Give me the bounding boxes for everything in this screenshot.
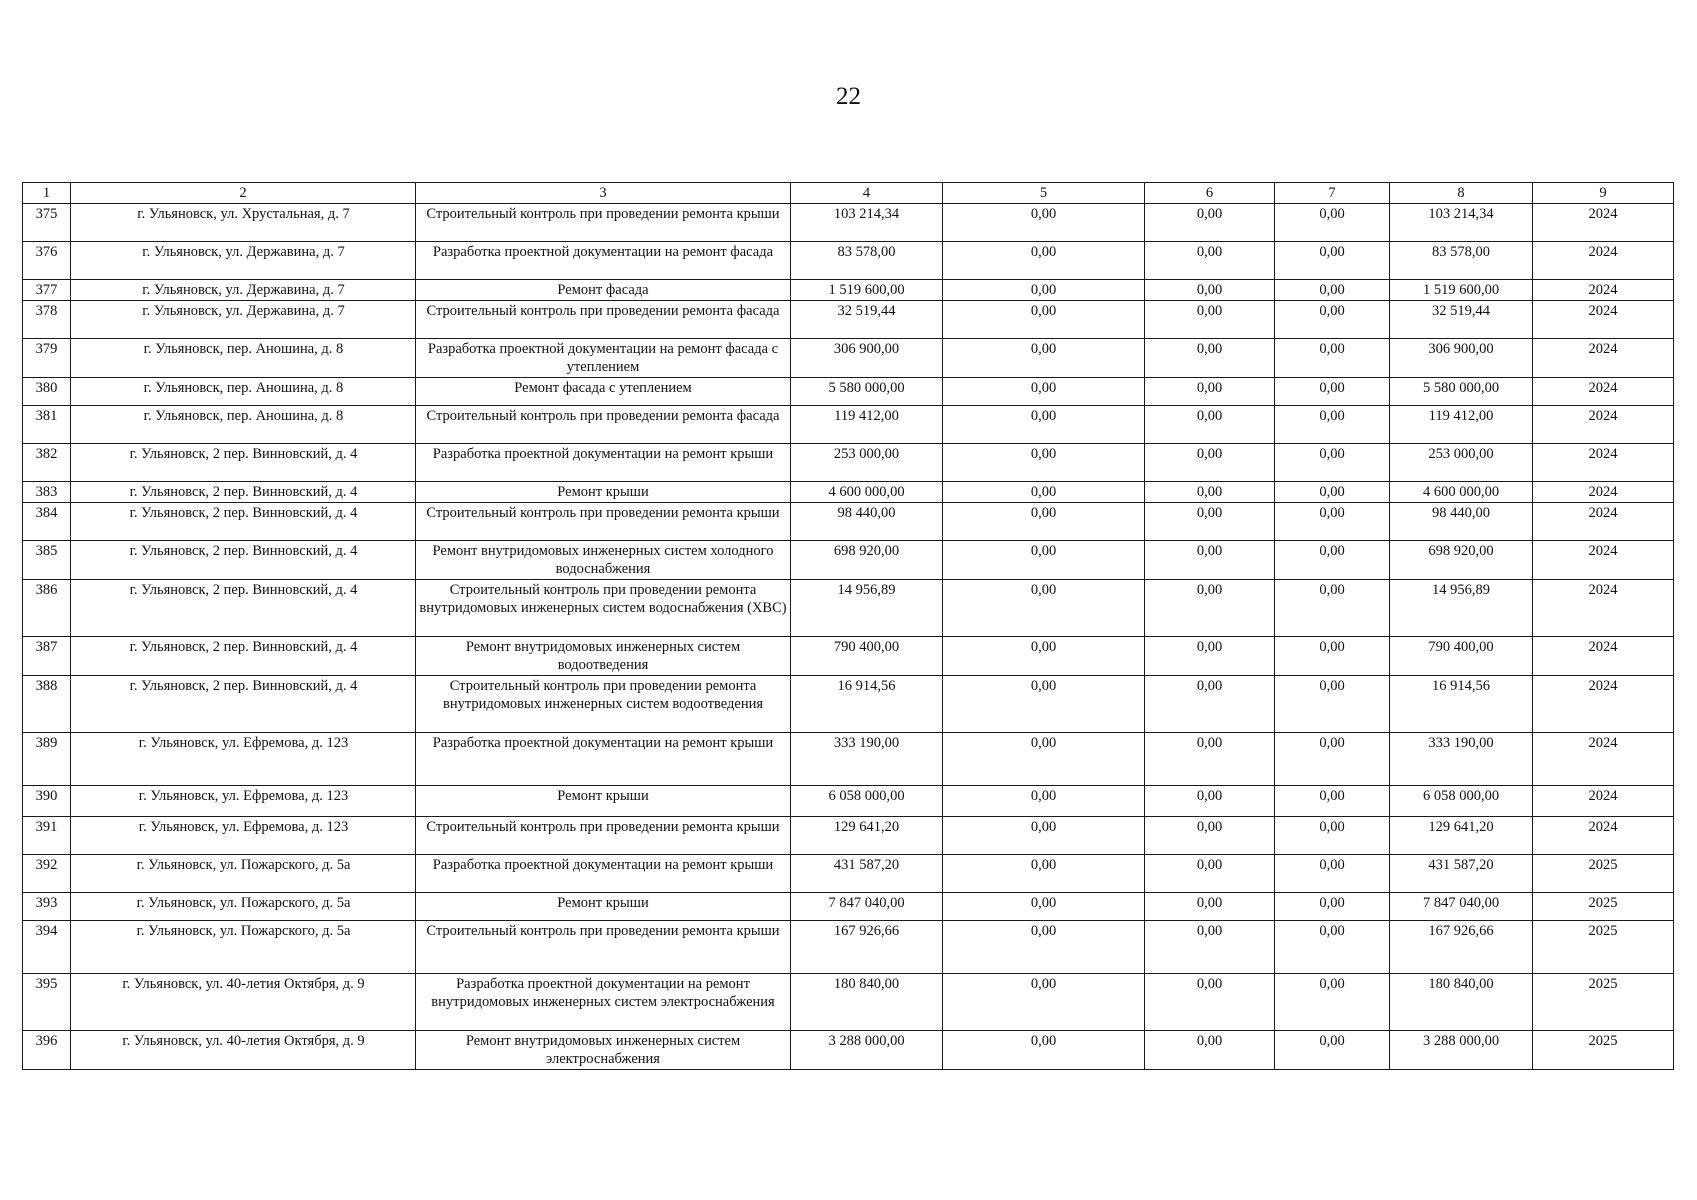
table-row xyxy=(23,482,1674,503)
col8-cell: 253 000,00 xyxy=(1390,444,1533,482)
col7-cell: 0,00 xyxy=(1275,893,1390,921)
col8-cell: 16 914,56 xyxy=(1390,676,1533,733)
year-cell: 2024 xyxy=(1533,733,1674,786)
year-cell: 2024 xyxy=(1533,503,1674,541)
col6-cell: 0,00 xyxy=(1145,482,1275,503)
col5-cell: 0,00 xyxy=(943,817,1145,855)
total-cost-cell: 32 519,44 xyxy=(791,301,943,339)
total-cost-cell: 103 214,34 xyxy=(791,204,943,242)
col6-cell: 0,00 xyxy=(1145,974,1275,1031)
col7-cell: 0,00 xyxy=(1275,378,1390,406)
address-cell: г. Ульяновск, 2 пер. Винновский, д. 4 xyxy=(71,580,416,637)
total-cost-cell: 1 519 600,00 xyxy=(791,280,943,301)
total-cost-cell: 98 440,00 xyxy=(791,503,943,541)
col8-cell: 180 840,00 xyxy=(1390,974,1533,1031)
col8-cell: 32 519,44 xyxy=(1390,301,1533,339)
table-row xyxy=(23,541,1674,580)
header-cell: 5 xyxy=(943,183,1145,204)
col7-cell: 0,00 xyxy=(1275,733,1390,786)
table-row xyxy=(23,378,1674,406)
row-number: 388 xyxy=(23,676,71,733)
col5-cell: 0,00 xyxy=(943,786,1145,817)
year-cell: 2024 xyxy=(1533,406,1674,444)
work-type-cell: Ремонт фасада с утеплением xyxy=(416,378,791,406)
col7-cell: 0,00 xyxy=(1275,482,1390,503)
total-cost-cell: 306 900,00 xyxy=(791,339,943,378)
header-cell: 3 xyxy=(416,183,791,204)
col7-cell: 0,00 xyxy=(1275,301,1390,339)
table-row xyxy=(23,786,1674,817)
col7-cell: 0,00 xyxy=(1275,974,1390,1031)
col7-cell: 0,00 xyxy=(1275,503,1390,541)
year-cell: 2024 xyxy=(1533,301,1674,339)
table-row xyxy=(23,974,1674,1031)
table-row xyxy=(23,733,1674,786)
address-cell: г. Ульяновск, пер. Аношина, д. 8 xyxy=(71,339,416,378)
year-cell: 2025 xyxy=(1533,921,1674,974)
work-type-cell: Строительный контроль при проведении ремонта крыши xyxy=(416,204,791,242)
col5-cell: 0,00 xyxy=(943,204,1145,242)
table-row xyxy=(23,1031,1674,1070)
table-row xyxy=(23,444,1674,482)
total-cost-cell: 698 920,00 xyxy=(791,541,943,580)
col7-cell: 0,00 xyxy=(1275,204,1390,242)
work-type-cell: Разработка проектной документации на ремонт крыши xyxy=(416,444,791,482)
work-type-cell: Разработка проектной документации на ремонт фасада с утеплением xyxy=(416,339,791,378)
year-cell: 2025 xyxy=(1533,893,1674,921)
year-cell: 2024 xyxy=(1533,204,1674,242)
col6-cell: 0,00 xyxy=(1145,301,1275,339)
col5-cell: 0,00 xyxy=(943,637,1145,676)
row-number: 391 xyxy=(23,817,71,855)
year-cell: 2024 xyxy=(1533,482,1674,503)
work-type-cell: Ремонт фасада xyxy=(416,280,791,301)
row-number: 376 xyxy=(23,242,71,280)
header-cell: 2 xyxy=(71,183,416,204)
header-row xyxy=(23,183,1674,204)
year-cell: 2025 xyxy=(1533,855,1674,893)
address-cell: г. Ульяновск, пер. Аношина, д. 8 xyxy=(71,378,416,406)
total-cost-cell: 790 400,00 xyxy=(791,637,943,676)
col6-cell: 0,00 xyxy=(1145,242,1275,280)
row-number: 384 xyxy=(23,503,71,541)
address-cell: г. Ульяновск, ул. Ефремова, д. 123 xyxy=(71,733,416,786)
year-cell: 2024 xyxy=(1533,786,1674,817)
col7-cell: 0,00 xyxy=(1275,580,1390,637)
table-body xyxy=(23,204,1674,1070)
col7-cell: 0,00 xyxy=(1275,242,1390,280)
address-cell: г. Ульяновск, ул. Державина, д. 7 xyxy=(71,280,416,301)
year-cell: 2024 xyxy=(1533,339,1674,378)
address-cell: г. Ульяновск, ул. 40-летия Октября, д. 9 xyxy=(71,974,416,1031)
address-cell: г. Ульяновск, 2 пер. Винновский, д. 4 xyxy=(71,637,416,676)
year-cell: 2025 xyxy=(1533,974,1674,1031)
col6-cell: 0,00 xyxy=(1145,339,1275,378)
col7-cell: 0,00 xyxy=(1275,921,1390,974)
address-cell: г. Ульяновск, пер. Аношина, д. 8 xyxy=(71,406,416,444)
col8-cell: 119 412,00 xyxy=(1390,406,1533,444)
address-cell: г. Ульяновск, ул. Ефремова, д. 123 xyxy=(71,817,416,855)
year-cell: 2024 xyxy=(1533,637,1674,676)
work-type-cell: Строительный контроль при проведении ремонта фасада xyxy=(416,406,791,444)
row-number: 387 xyxy=(23,637,71,676)
row-number: 382 xyxy=(23,444,71,482)
col8-cell: 431 587,20 xyxy=(1390,855,1533,893)
col6-cell: 0,00 xyxy=(1145,444,1275,482)
col5-cell: 0,00 xyxy=(943,503,1145,541)
col8-cell: 5 580 000,00 xyxy=(1390,378,1533,406)
table-row xyxy=(23,817,1674,855)
year-cell: 2024 xyxy=(1533,444,1674,482)
col6-cell: 0,00 xyxy=(1145,855,1275,893)
work-type-cell: Разработка проектной документации на ремонт фасада xyxy=(416,242,791,280)
table-row xyxy=(23,339,1674,378)
table-row xyxy=(23,406,1674,444)
col6-cell: 0,00 xyxy=(1145,378,1275,406)
work-type-cell: Ремонт крыши xyxy=(416,482,791,503)
col7-cell: 0,00 xyxy=(1275,406,1390,444)
col8-cell: 333 190,00 xyxy=(1390,733,1533,786)
total-cost-cell: 253 000,00 xyxy=(791,444,943,482)
address-cell: г. Ульяновск, 2 пер. Винновский, д. 4 xyxy=(71,541,416,580)
row-number: 385 xyxy=(23,541,71,580)
work-type-cell: Ремонт внутридомовых инженерных систем холодного водоснабжения xyxy=(416,541,791,580)
header-cell: 8 xyxy=(1390,183,1533,204)
col7-cell: 0,00 xyxy=(1275,676,1390,733)
col8-cell: 129 641,20 xyxy=(1390,817,1533,855)
address-cell: г. Ульяновск, ул. Пожарского, д. 5а xyxy=(71,855,416,893)
col5-cell: 0,00 xyxy=(943,301,1145,339)
address-cell: г. Ульяновск, ул. Державина, д. 7 xyxy=(71,242,416,280)
header-cell: 4 xyxy=(791,183,943,204)
table-row xyxy=(23,280,1674,301)
year-cell: 2024 xyxy=(1533,280,1674,301)
col8-cell: 790 400,00 xyxy=(1390,637,1533,676)
col8-cell: 3 288 000,00 xyxy=(1390,1031,1533,1070)
total-cost-cell: 7 847 040,00 xyxy=(791,893,943,921)
col7-cell: 0,00 xyxy=(1275,817,1390,855)
col8-cell: 167 926,66 xyxy=(1390,921,1533,974)
col8-cell: 98 440,00 xyxy=(1390,503,1533,541)
row-number: 381 xyxy=(23,406,71,444)
year-cell: 2024 xyxy=(1533,580,1674,637)
col5-cell: 0,00 xyxy=(943,482,1145,503)
table-row xyxy=(23,676,1674,733)
col6-cell: 0,00 xyxy=(1145,1031,1275,1070)
col6-cell: 0,00 xyxy=(1145,580,1275,637)
row-number: 392 xyxy=(23,855,71,893)
year-cell: 2024 xyxy=(1533,242,1674,280)
work-type-cell: Ремонт внутридомовых инженерных систем электроснабжения xyxy=(416,1031,791,1070)
total-cost-cell: 3 288 000,00 xyxy=(791,1031,943,1070)
col8-cell: 306 900,00 xyxy=(1390,339,1533,378)
col5-cell: 0,00 xyxy=(943,280,1145,301)
col8-cell: 698 920,00 xyxy=(1390,541,1533,580)
address-cell: г. Ульяновск, 2 пер. Винновский, д. 4 xyxy=(71,676,416,733)
col8-cell: 14 956,89 xyxy=(1390,580,1533,637)
row-number: 389 xyxy=(23,733,71,786)
address-cell: г. Ульяновск, ул. 40-летия Октября, д. 9 xyxy=(71,1031,416,1070)
row-number: 378 xyxy=(23,301,71,339)
work-type-cell: Ремонт крыши xyxy=(416,893,791,921)
total-cost-cell: 119 412,00 xyxy=(791,406,943,444)
total-cost-cell: 431 587,20 xyxy=(791,855,943,893)
table-row xyxy=(23,921,1674,974)
year-cell: 2024 xyxy=(1533,817,1674,855)
col5-cell: 0,00 xyxy=(943,580,1145,637)
col7-cell: 0,00 xyxy=(1275,637,1390,676)
row-number: 380 xyxy=(23,378,71,406)
col6-cell: 0,00 xyxy=(1145,786,1275,817)
work-type-cell: Разработка проектной документации на ремонт крыши xyxy=(416,855,791,893)
table-row xyxy=(23,204,1674,242)
col5-cell: 0,00 xyxy=(943,855,1145,893)
col5-cell: 0,00 xyxy=(943,1031,1145,1070)
col5-cell: 0,00 xyxy=(943,242,1145,280)
address-cell: г. Ульяновск, ул. Державина, д. 7 xyxy=(71,301,416,339)
table-row xyxy=(23,893,1674,921)
col5-cell: 0,00 xyxy=(943,444,1145,482)
work-type-cell: Строительный контроль при проведении ремонта крыши xyxy=(416,817,791,855)
col6-cell: 0,00 xyxy=(1145,921,1275,974)
col5-cell: 0,00 xyxy=(943,893,1145,921)
total-cost-cell: 5 580 000,00 xyxy=(791,378,943,406)
year-cell: 2025 xyxy=(1533,1031,1674,1070)
total-cost-cell: 6 058 000,00 xyxy=(791,786,943,817)
col6-cell: 0,00 xyxy=(1145,893,1275,921)
col5-cell: 0,00 xyxy=(943,541,1145,580)
row-number: 396 xyxy=(23,1031,71,1070)
col8-cell: 6 058 000,00 xyxy=(1390,786,1533,817)
header-cell: 1 xyxy=(23,183,71,204)
col7-cell: 0,00 xyxy=(1275,339,1390,378)
col8-cell: 7 847 040,00 xyxy=(1390,893,1533,921)
row-number: 393 xyxy=(23,893,71,921)
col5-cell: 0,00 xyxy=(943,378,1145,406)
table-row xyxy=(23,637,1674,676)
row-number: 394 xyxy=(23,921,71,974)
row-number: 383 xyxy=(23,482,71,503)
work-type-cell: Ремонт внутридомовых инженерных систем водоотведения xyxy=(416,637,791,676)
work-type-cell: Разработка проектной документации на ремонт крыши xyxy=(416,733,791,786)
col7-cell: 0,00 xyxy=(1275,444,1390,482)
total-cost-cell: 83 578,00 xyxy=(791,242,943,280)
col5-cell: 0,00 xyxy=(943,733,1145,786)
col8-cell: 103 214,34 xyxy=(1390,204,1533,242)
work-type-cell: Ремонт крыши xyxy=(416,786,791,817)
col6-cell: 0,00 xyxy=(1145,204,1275,242)
col6-cell: 0,00 xyxy=(1145,406,1275,444)
table-row xyxy=(23,503,1674,541)
header-cell: 6 xyxy=(1145,183,1275,204)
work-type-cell: Строительный контроль при проведении ремонта фасада xyxy=(416,301,791,339)
page-number: 22 xyxy=(836,83,861,110)
row-number: 375 xyxy=(23,204,71,242)
col7-cell: 0,00 xyxy=(1275,1031,1390,1070)
address-cell: г. Ульяновск, 2 пер. Винновский, д. 4 xyxy=(71,444,416,482)
year-cell: 2024 xyxy=(1533,378,1674,406)
total-cost-cell: 129 641,20 xyxy=(791,817,943,855)
address-cell: г. Ульяновск, ул. Ефремова, д. 123 xyxy=(71,786,416,817)
col6-cell: 0,00 xyxy=(1145,817,1275,855)
col6-cell: 0,00 xyxy=(1145,733,1275,786)
address-cell: г. Ульяновск, ул. Хрустальная, д. 7 xyxy=(71,204,416,242)
work-type-cell: Строительный контроль при проведении ремонта крыши xyxy=(416,921,791,974)
work-type-cell: Разработка проектной документации на ремонт внутридомовых инженерных систем электроснабжения xyxy=(416,974,791,1031)
col7-cell: 0,00 xyxy=(1275,541,1390,580)
address-cell: г. Ульяновск, 2 пер. Винновский, д. 4 xyxy=(71,482,416,503)
address-cell: г. Ульяновск, 2 пер. Винновский, д. 4 xyxy=(71,503,416,541)
col7-cell: 0,00 xyxy=(1275,855,1390,893)
works-table xyxy=(22,182,1674,1070)
total-cost-cell: 14 956,89 xyxy=(791,580,943,637)
row-number: 390 xyxy=(23,786,71,817)
col6-cell: 0,00 xyxy=(1145,541,1275,580)
col8-cell: 83 578,00 xyxy=(1390,242,1533,280)
col5-cell: 0,00 xyxy=(943,676,1145,733)
total-cost-cell: 16 914,56 xyxy=(791,676,943,733)
work-type-cell: Строительный контроль при проведении ремонта крыши xyxy=(416,503,791,541)
work-type-cell: Строительный контроль при проведении ремонта внутридомовых инженерных систем водоснабжения (ХВС) xyxy=(416,580,791,637)
table-row xyxy=(23,242,1674,280)
col5-cell: 0,00 xyxy=(943,339,1145,378)
row-number: 377 xyxy=(23,280,71,301)
col6-cell: 0,00 xyxy=(1145,280,1275,301)
col6-cell: 0,00 xyxy=(1145,503,1275,541)
table-row xyxy=(23,855,1674,893)
col7-cell: 0,00 xyxy=(1275,280,1390,301)
total-cost-cell: 4 600 000,00 xyxy=(791,482,943,503)
address-cell: г. Ульяновск, ул. Пожарского, д. 5а xyxy=(71,921,416,974)
work-type-cell: Строительный контроль при проведении ремонта внутридомовых инженерных систем водоотведения xyxy=(416,676,791,733)
row-number: 379 xyxy=(23,339,71,378)
total-cost-cell: 333 190,00 xyxy=(791,733,943,786)
table-row xyxy=(23,301,1674,339)
year-cell: 2024 xyxy=(1533,676,1674,733)
total-cost-cell: 180 840,00 xyxy=(791,974,943,1031)
col8-cell: 4 600 000,00 xyxy=(1390,482,1533,503)
col6-cell: 0,00 xyxy=(1145,637,1275,676)
header-cell: 7 xyxy=(1275,183,1390,204)
header-cell: 9 xyxy=(1533,183,1674,204)
col8-cell: 1 519 600,00 xyxy=(1390,280,1533,301)
col5-cell: 0,00 xyxy=(943,974,1145,1031)
address-cell: г. Ульяновск, ул. Пожарского, д. 5а xyxy=(71,893,416,921)
col6-cell: 0,00 xyxy=(1145,676,1275,733)
col5-cell: 0,00 xyxy=(943,921,1145,974)
row-number: 395 xyxy=(23,974,71,1031)
col5-cell: 0,00 xyxy=(943,406,1145,444)
year-cell: 2024 xyxy=(1533,541,1674,580)
row-number: 386 xyxy=(23,580,71,637)
col7-cell: 0,00 xyxy=(1275,786,1390,817)
table-row xyxy=(23,580,1674,637)
total-cost-cell: 167 926,66 xyxy=(791,921,943,974)
